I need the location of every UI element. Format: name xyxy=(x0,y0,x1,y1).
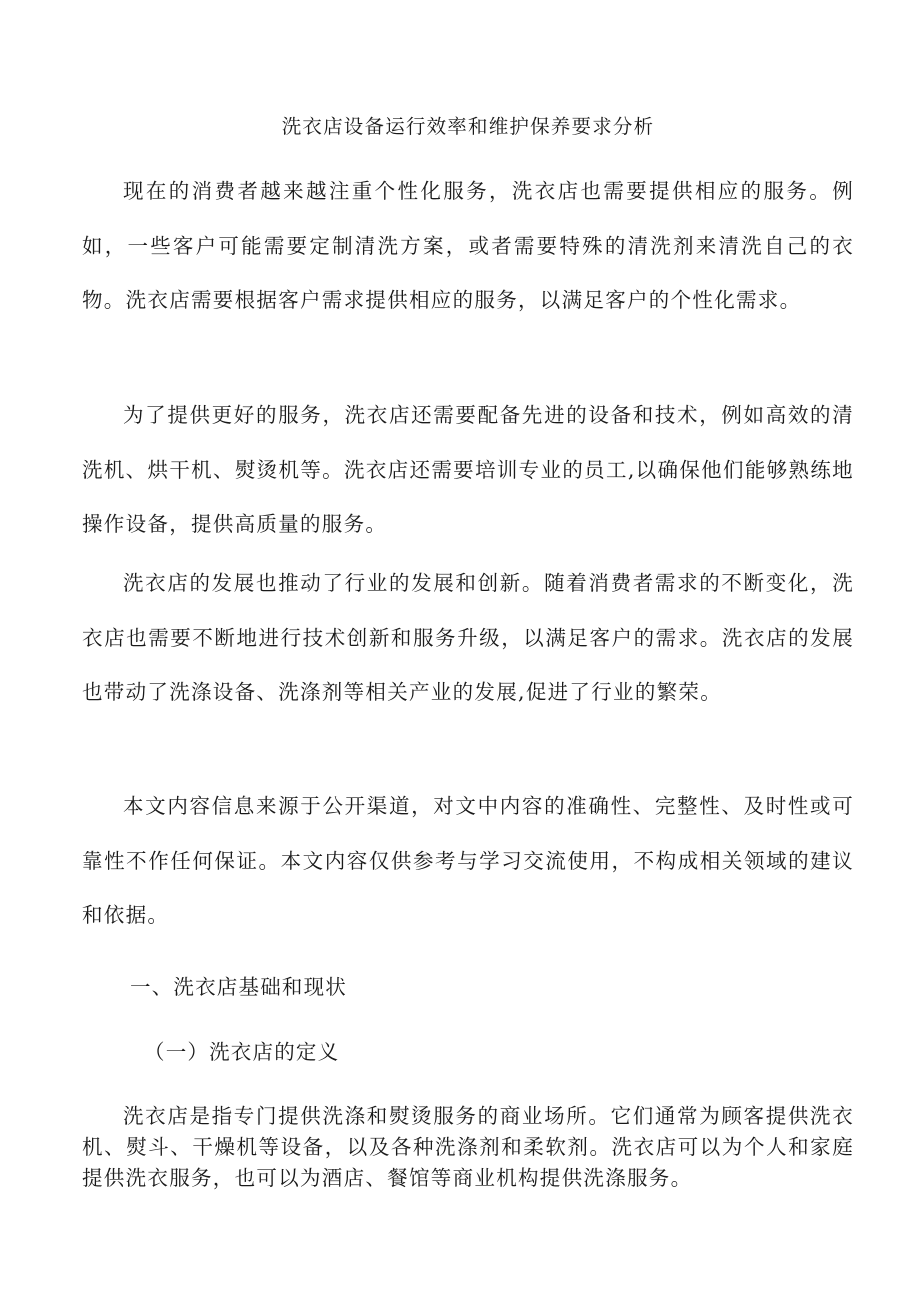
paragraph-definition: 洗衣店是指专门提供洗涤和熨烫服务的商业场所。它们通常为顾客提供洗衣机、熨斗、干燥机等设备，以及各种洗涤剂和柔软剂。洗衣店可以为个人和家庭提供洗衣服务，也可以为酒店、餐馆等商业机构提供洗涤服务。 xyxy=(82,1104,854,1190)
subsection-heading: （一）洗衣店的定义 xyxy=(144,1040,340,1064)
section-heading: 一、洗衣店基础和现状 xyxy=(130,975,347,999)
paragraph-industry-development: 洗衣店的发展也推动了行业的发展和创新。随着消费者需求的不断变化，洗衣店也需要不断地进行技术创新和服务升级，以满足客户的需求。洗衣店的发展也带动了洗涤设备、洗涤剂等相关产业的发展,促进了行业的繁荣。 xyxy=(82,571,854,704)
paragraph-personalized-service: 现在的消费者越来越注重个性化服务，洗衣店也需要提供相应的服务。例如，一些客户可能需要定制清洗方案，或者需要特殊的清洗剂来清洗自己的衣物。洗衣店需要根据客户需求提供相应的服务，以满足客户的个性化需求。 xyxy=(82,179,854,312)
paragraph-disclaimer: 本文内容信息来源于公开渠道，对文中内容的准确性、完整性、及时性或可靠性不作任何保证。本文内容仅供参考与学习交流使用，不构成相关领域的建议和依据。 xyxy=(82,794,854,927)
document-title: 洗衣店设备运行效率和维护保养要求分析 xyxy=(281,115,655,138)
paragraph-equipment-and-staff: 为了提供更好的服务，洗衣店还需要配备先进的设备和技术，例如高效的清洗机、烘干机、熨烫机等。洗衣店还需要培训专业的员工,以确保他们能够熟练地操作设备，提供高质量的服务。 xyxy=(82,403,854,536)
